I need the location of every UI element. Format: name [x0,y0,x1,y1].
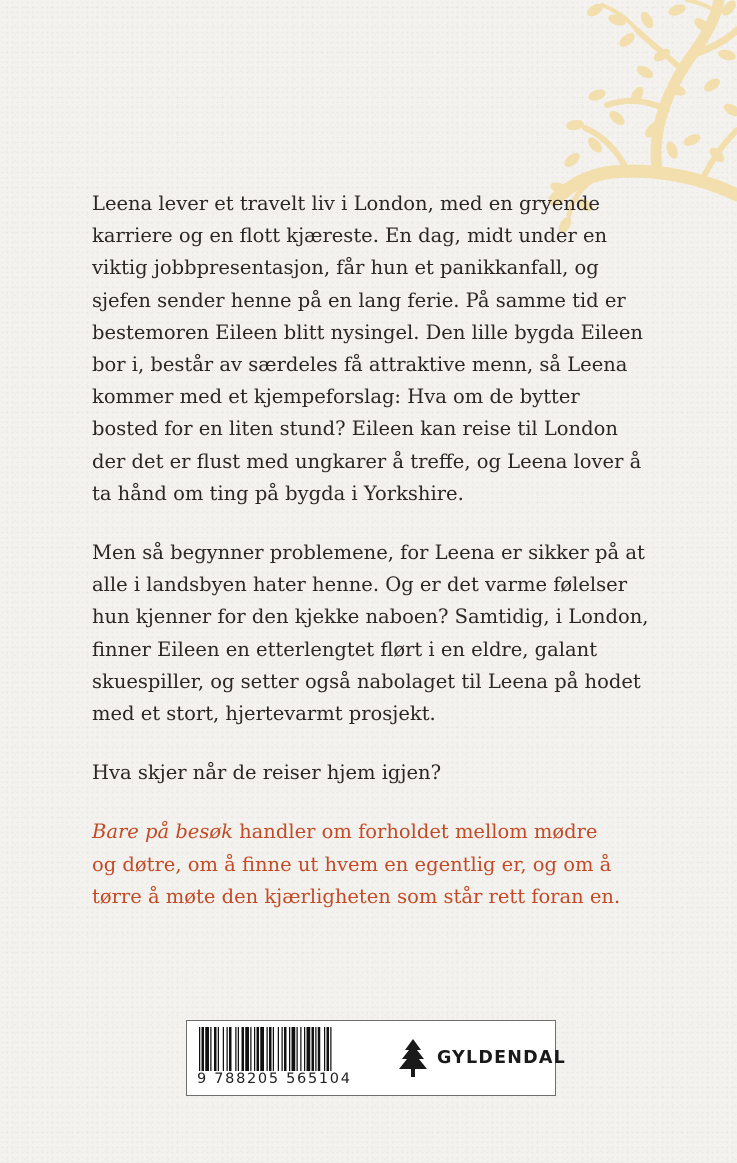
barcode [197,1027,395,1071]
tagline-line: og døtre, om å finne ut hvem en egentlig er, og om å [92,852,612,876]
blurb-line: Leena lever et travelt liv i London, med en gryende [92,192,600,215]
fir-tree-icon [397,1039,429,1077]
blurb-line: kommer med et kjempeforslag: Hva om de bytter [92,385,580,409]
publisher-name: GYLDENDAL [437,1048,566,1068]
blurb-line: ta hånd om ting på bygda i Yorkshire. [92,481,464,505]
blurb-line: alle i landsbyen hater henne. Og er det varme følelser [92,573,628,597]
blurb-line: der det er flust med ungkarer å treffe, og Leena lover å [92,449,642,473]
barcode-panel [186,1020,566,1096]
blurb-tagline [92,816,672,913]
blurb-line: viktig jobbpresentasjon, får hun et panikkanfall, og [92,256,599,280]
blurb-paragraph-1 [92,188,672,510]
blurb-line: bosted for en liten stund? Eileen kan reise til London [92,417,618,441]
blurb-line: bor i, består av særdeles få attraktive menn, så Leena [92,353,628,377]
blurb-line: bestemoren Eileen blitt nysingel. Den lille bygda Eileen [92,320,643,344]
blurb-line: sjefen sender henne på en lang ferie. På samme tid er [92,288,626,312]
blurb-line: hun kjenner for den kjekke naboen? Samtidig, i London, [92,605,649,629]
blurb-line: med et stort, hjertevarmt prosjekt. [92,702,436,726]
tagline-line: tørre å møte den kjærligheten som står rett foran en. [92,884,621,908]
isbn-number: 9 788205 565104 [197,1071,352,1087]
blurb-line: finner Eileen en etterlengtet flørt i en eldre, galant [92,637,598,661]
blurb-line: skuespiller, og setter også nabolaget til Leena på hodet [92,669,641,693]
book-title: Bare på besøk [92,820,233,844]
tagline-line: handler om forholdet mellom mødre [232,820,598,844]
blurb-line: karriere og en flott kjæreste. En dag, midt under en [92,224,608,248]
blurb-paragraph-3: Hva skjer når de reiser hjem igjen? [92,761,442,785]
blurb-line: Men så begynner problemene, for Leena er sikker på at [92,541,645,565]
back-cover-blurb [92,188,672,940]
blurb-paragraph-2 [92,537,672,730]
